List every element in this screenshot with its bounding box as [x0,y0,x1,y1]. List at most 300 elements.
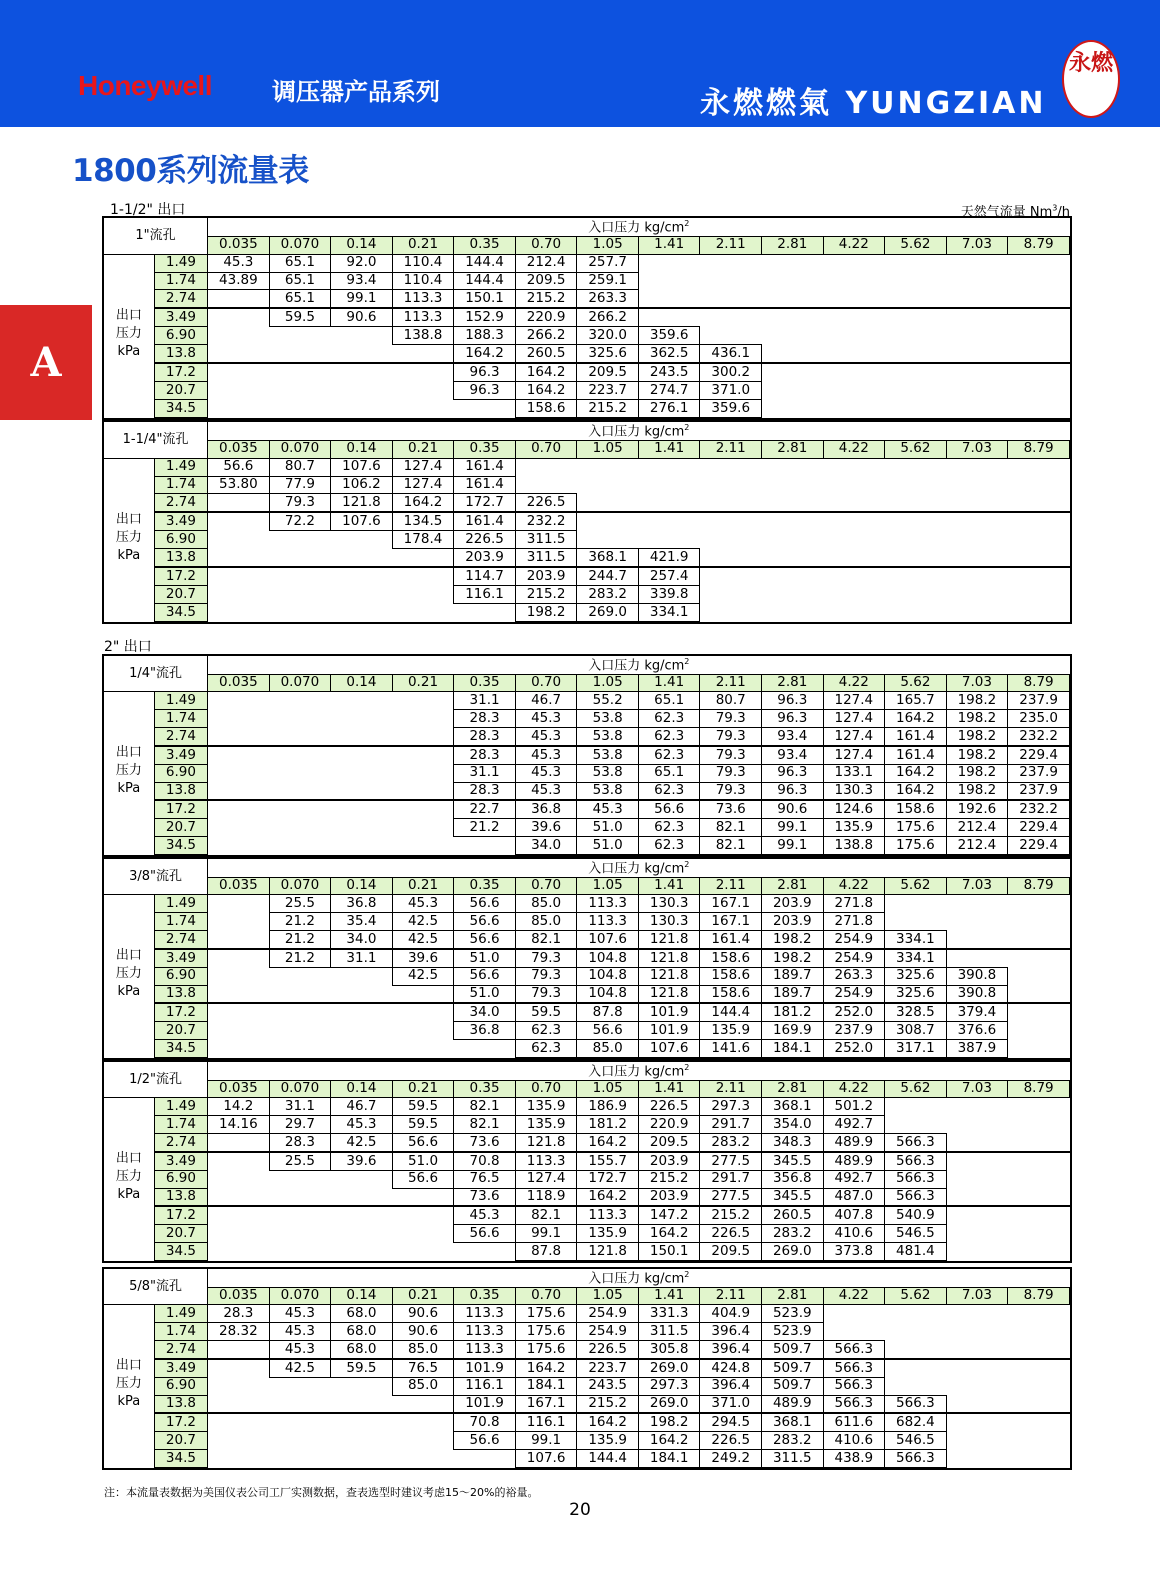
table-row [104,1098,1070,1116]
flow-value-cell: 198.2 [946,710,1008,728]
flow-table [102,216,1072,420]
outlet-pressure-caption-line: 压力 [115,529,142,545]
flow-value-cell: 113.3 [577,895,639,913]
empty-cell [823,400,885,418]
flow-value-cell: 198.2 [946,764,1008,782]
flow-value-cell: 121.8 [638,985,700,1003]
flow-value-cell: 150.1 [638,1243,700,1261]
outlet-pressure-cell: 20.7 [154,586,207,604]
flow-value-cell: 53.8 [577,764,639,782]
flow-value-cell: 59.5 [392,1098,454,1116]
flow-value-cell: 283.2 [762,1225,824,1243]
inlet-pressure-caption-text: 入口压力 kg/cm [588,1271,685,1286]
flow-value-cell: 277.5 [700,1152,762,1170]
flow-value-cell: 46.7 [515,692,577,710]
outlet-pressure-cell: 2.74 [154,290,207,308]
flow-value-cell: 124.6 [823,800,885,818]
flow-value-cell: 487.0 [823,1188,885,1206]
empty-cell [331,710,393,728]
flow-value-cell: 73.6 [454,1188,516,1206]
inlet-pressure-caption-text: 入口压力 kg/cm [588,424,685,440]
inlet-pressure-header: 1.05 [577,1080,639,1098]
empty-cell [1008,1323,1070,1341]
flow-value-cell: 155.7 [577,1152,639,1170]
empty-cell [208,1413,270,1431]
flow-value-cell: 127.4 [823,746,885,764]
flow-value-cell: 99.1 [515,1225,577,1243]
flow-value-cell: 546.5 [885,1225,947,1243]
flow-value-cell: 90.6 [762,800,824,818]
flow-table [102,1267,1072,1470]
empty-cell [946,567,1008,585]
empty-cell [392,837,454,855]
flow-value-cell: 404.9 [700,1305,762,1323]
flow-value-cell: 42.5 [392,913,454,931]
flow-value-cell: 82.1 [515,1206,577,1224]
flow-value-cell: 90.6 [392,1305,454,1323]
inlet-pressure-header: 1.05 [577,877,639,895]
flow-value-cell: 359.6 [700,400,762,418]
empty-cell [208,913,270,931]
table-row [104,458,1070,476]
flow-value-cell: 325.6 [885,967,947,985]
flow-value-cell: 79.3 [269,494,331,512]
table-row [104,746,1070,764]
outlet-pressure-caption-line: 压力 [115,1376,142,1392]
empty-cell [946,272,1008,290]
flow-table [102,654,1072,857]
flow-value-cell: 345.5 [762,1188,824,1206]
flow-value-cell: 31.1 [269,1098,331,1116]
table-row [104,931,1070,949]
empty-cell [885,913,947,931]
flow-value-cell: 107.6 [331,458,393,476]
empty-cell [208,1003,270,1021]
empty-cell [946,1323,1008,1341]
flow-value-cell: 87.8 [515,1243,577,1261]
flow-value-cell: 106.2 [331,476,393,494]
outlet-pressure-cell: 34.5 [154,1243,207,1261]
empty-cell [331,549,393,567]
outlet-pressure-caption [104,1098,154,1261]
empty-cell [1008,1450,1070,1468]
flow-value-cell: 36.8 [331,895,393,913]
empty-cell [392,1003,454,1021]
inlet-pressure-caption [208,218,1070,236]
flow-table-grid [104,218,1070,418]
orifice-size-label: 1"流孔 [104,218,208,254]
flow-value-cell: 29.7 [269,1116,331,1134]
table-row [104,512,1070,530]
flow-value-cell: 376.6 [946,1022,1008,1040]
empty-cell [700,531,762,549]
outlet-pressure-cell: 17.2 [154,800,207,818]
empty-cell [1008,913,1070,931]
empty-cell [885,327,947,345]
empty-cell [762,308,824,326]
flow-value-cell: 21.2 [269,949,331,967]
flow-value-cell: 53.8 [577,728,639,746]
flow-value-cell: 215.2 [700,1206,762,1224]
header-banner [0,0,1160,127]
inlet-pressure-header: 0.035 [208,877,270,895]
flow-value-cell: 141.6 [700,1040,762,1058]
empty-cell [1008,1188,1070,1206]
flow-value-cell: 62.3 [638,819,700,837]
table-row [104,1359,1070,1377]
flow-value-cell: 203.9 [638,1188,700,1206]
empty-cell [269,764,331,782]
flow-value-cell: 158.6 [700,967,762,985]
inlet-pressure-header: 4.22 [823,1080,885,1098]
empty-cell [208,290,270,308]
flow-value-cell: 215.2 [577,1395,639,1413]
flow-value-cell: 116.1 [454,586,516,604]
outlet-pressure-cell: 3.49 [154,746,207,764]
inlet-pressure-header: 0.14 [331,674,393,692]
table-row [104,1305,1070,1323]
outlet-pressure-caption-line: 压力 [115,966,142,982]
flow-value-cell: 110.4 [392,272,454,290]
outlet-pressure-cell: 1.49 [154,895,207,913]
flow-value-cell: 164.2 [577,1188,639,1206]
empty-cell [208,586,270,604]
empty-cell [208,604,270,622]
flow-value-cell: 96.3 [762,692,824,710]
outlet-pressure-cell: 20.7 [154,1022,207,1040]
flow-value-cell: 232.2 [1008,800,1070,818]
flow-value-cell: 682.4 [885,1413,947,1431]
flow-value-cell: 410.6 [823,1432,885,1450]
empty-cell [1008,1377,1070,1395]
flow-value-cell: 235.0 [1008,710,1070,728]
inlet-pressure-header: 2.11 [700,1287,762,1305]
flow-value-cell: 80.7 [269,458,331,476]
table-row [104,837,1070,855]
inlet-pressure-caption-text: 入口压力 kg/cm [588,1064,685,1079]
flow-table [102,420,1072,624]
outlet-pressure-cell: 1.74 [154,710,207,728]
inlet-pressure-header: 0.070 [269,1080,331,1098]
empty-cell [762,272,824,290]
outlet-pressure-cell: 1.49 [154,1305,207,1323]
outlet-pressure-cell: 1.74 [154,1323,207,1341]
empty-cell [1008,476,1070,494]
flow-value-cell: 169.9 [762,1022,824,1040]
flow-value-cell: 232.2 [515,512,577,530]
flow-value-cell: 101.9 [638,1022,700,1040]
empty-cell [885,382,947,400]
empty-cell [1008,494,1070,512]
flow-value-cell: 509.7 [762,1377,824,1395]
empty-cell [577,531,639,549]
empty-cell [700,494,762,512]
inlet-pressure-header: 2.11 [700,236,762,254]
flow-value-cell: 311.5 [515,531,577,549]
empty-cell [208,308,270,326]
flow-value-cell: 116.1 [454,1377,516,1395]
flow-value-cell: 266.2 [515,327,577,345]
inlet-pressure-header: 0.35 [454,1080,516,1098]
table-row [104,1003,1070,1021]
flow-value-cell: 438.9 [823,1450,885,1468]
flow-value-cell: 203.9 [515,567,577,585]
table-row [104,895,1070,913]
flow-value-cell: 223.7 [577,1359,639,1377]
flow-value-cell: 175.6 [885,819,947,837]
flow-value-cell: 85.0 [515,895,577,913]
inlet-pressure-header: 0.035 [208,1287,270,1305]
inlet-pressure-caption-exponent: 2 [684,422,690,432]
flow-value-cell: 305.8 [638,1341,700,1359]
empty-cell [638,531,700,549]
inlet-pressure-header: 7.03 [946,1080,1008,1098]
flow-value-cell: 135.9 [823,819,885,837]
flow-value-cell: 566.3 [885,1152,947,1170]
empty-cell [885,476,947,494]
empty-cell [269,382,331,400]
table-row [104,1432,1070,1450]
flow-value-cell: 31.1 [454,692,516,710]
flow-value-cell: 45.3 [331,1116,393,1134]
flow-value-cell: 65.1 [269,290,331,308]
empty-cell [823,345,885,363]
empty-cell [577,512,639,530]
empty-cell [577,458,639,476]
flow-value-cell: 45.3 [454,1206,516,1224]
inlet-pressure-header: 7.03 [946,877,1008,895]
outlet-pressure-cell: 1.74 [154,476,207,494]
flow-value-cell: 76.5 [392,1359,454,1377]
empty-cell [208,494,270,512]
table-row [104,1170,1070,1188]
empty-cell [577,494,639,512]
empty-cell [269,1022,331,1040]
flow-value-cell: 85.0 [392,1377,454,1395]
empty-cell [1008,1040,1070,1058]
inlet-pressure-header: 1.41 [638,236,700,254]
flow-value-cell: 104.8 [577,985,639,1003]
empty-cell [946,1188,1008,1206]
empty-cell [392,1225,454,1243]
empty-cell [700,272,762,290]
flow-value-cell: 116.1 [515,1413,577,1431]
empty-cell [392,586,454,604]
empty-cell [208,363,270,381]
empty-cell [700,290,762,308]
flow-value-cell: 85.0 [392,1341,454,1359]
flow-value-cell: 356.8 [762,1170,824,1188]
flow-value-cell: 127.4 [823,710,885,728]
empty-cell [331,728,393,746]
empty-cell [392,819,454,837]
empty-cell [1008,1395,1070,1413]
empty-cell [1008,400,1070,418]
flow-value-cell: 82.1 [700,819,762,837]
outlet-pressure-caption-line: kPa [117,1394,141,1410]
flow-value-cell: 237.9 [823,1022,885,1040]
inlet-pressure-header: 2.11 [700,440,762,458]
flow-value-cell: 215.2 [638,1170,700,1188]
empty-cell [392,400,454,418]
table-row [104,363,1070,381]
flow-value-cell: 294.5 [700,1413,762,1431]
flow-value-cell: 34.0 [454,1003,516,1021]
empty-cell [638,512,700,530]
flow-value-cell: 70.8 [454,1152,516,1170]
flow-value-cell: 368.1 [577,549,639,567]
flow-value-cell: 276.1 [638,400,700,418]
flow-value-cell: 566.3 [885,1450,947,1468]
empty-cell [392,1395,454,1413]
empty-cell [946,931,1008,949]
flow-value-cell: 76.5 [454,1170,516,1188]
flow-table [102,1060,1072,1263]
flow-value-cell: 14.2 [208,1098,270,1116]
flow-value-cell: 161.4 [700,931,762,949]
page-title: 1800系列流量表 [72,153,309,189]
outlet-pressure-caption-line: 压力 [115,763,142,779]
outlet-pressure-cell: 3.49 [154,949,207,967]
flow-value-cell: 51.0 [577,837,639,855]
empty-cell [823,604,885,622]
empty-cell [946,327,1008,345]
table-row [104,1450,1070,1468]
inlet-pressure-header: 0.70 [515,236,577,254]
inlet-pressure-header: 4.22 [823,236,885,254]
empty-cell [208,1152,270,1170]
empty-cell [1008,327,1070,345]
flow-value-cell: 249.2 [700,1450,762,1468]
flow-value-cell: 237.9 [1008,764,1070,782]
flow-value-cell: 53.8 [577,782,639,800]
empty-cell [946,549,1008,567]
outlet-pressure-cell: 17.2 [154,1413,207,1431]
flow-value-cell: 22.7 [454,800,516,818]
flow-table-grid [104,422,1070,622]
flow-value-cell: 79.3 [700,746,762,764]
flow-value-cell: 21.2 [269,931,331,949]
flow-value-cell: 164.2 [638,1225,700,1243]
flow-value-cell: 167.1 [700,913,762,931]
flow-value-cell: 188.3 [454,327,516,345]
flow-value-cell: 96.3 [762,764,824,782]
flow-value-cell: 203.9 [762,913,824,931]
empty-cell [331,345,393,363]
empty-cell [331,782,393,800]
flow-value-cell: 62.3 [638,728,700,746]
flow-value-cell: 25.5 [269,895,331,913]
empty-cell [823,567,885,585]
flow-value-cell: 51.0 [577,819,639,837]
flow-value-cell: 53.8 [577,710,639,728]
flow-value-cell: 184.1 [638,1450,700,1468]
flow-value-cell: 175.6 [515,1305,577,1323]
flow-value-cell: 101.9 [454,1395,516,1413]
flow-value-cell: 198.2 [946,728,1008,746]
empty-cell [269,586,331,604]
inlet-pressure-header: 2.81 [762,1080,824,1098]
empty-cell [208,1432,270,1450]
outlet-pressure-cell: 13.8 [154,345,207,363]
table-row [104,1134,1070,1152]
flow-value-cell: 144.4 [454,254,516,272]
empty-cell [885,1377,947,1395]
empty-cell [1008,308,1070,326]
inlet-pressure-header: 8.79 [1008,440,1070,458]
flow-value-cell: 158.6 [515,400,577,418]
empty-cell [331,985,393,1003]
flow-value-cell: 489.9 [823,1152,885,1170]
flow-value-cell: 45.3 [269,1305,331,1323]
flow-value-cell: 56.6 [638,800,700,818]
flow-value-cell: 283.2 [700,1134,762,1152]
flow-value-cell: 96.3 [454,363,516,381]
outlet-pressure-cell: 1.49 [154,458,207,476]
flow-value-cell: 566.3 [823,1377,885,1395]
outlet-pressure-cell: 20.7 [154,819,207,837]
empty-cell [269,604,331,622]
outlet-pressure-cell: 17.2 [154,1003,207,1021]
empty-cell [208,512,270,530]
flow-value-cell: 46.7 [331,1098,393,1116]
empty-cell [946,512,1008,530]
flow-value-cell: 311.5 [762,1450,824,1468]
empty-cell [946,913,1008,931]
empty-cell [638,458,700,476]
inlet-pressure-header: 1.05 [577,674,639,692]
flow-value-cell: 373.8 [823,1243,885,1261]
table-row [104,1022,1070,1040]
table-row [104,567,1070,585]
empty-cell [946,1450,1008,1468]
inlet-pressure-header: 5.62 [885,1287,947,1305]
empty-cell [762,549,824,567]
flow-value-cell: 144.4 [700,1003,762,1021]
outlet-pressure-cell: 6.90 [154,531,207,549]
flow-value-cell: 56.6 [454,967,516,985]
flow-value-cell: 260.5 [515,345,577,363]
flow-value-cell: 325.6 [885,985,947,1003]
flow-value-cell: 226.5 [454,531,516,549]
flow-value-cell: 39.6 [515,819,577,837]
empty-cell [823,531,885,549]
empty-cell [331,1022,393,1040]
empty-cell [208,746,270,764]
flow-value-cell: 56.6 [577,1022,639,1040]
empty-cell [762,345,824,363]
empty-cell [1008,1225,1070,1243]
flow-value-cell: 45.3 [392,895,454,913]
inlet-pressure-header: 7.03 [946,674,1008,692]
flow-value-cell: 226.5 [515,494,577,512]
flow-value-cell: 164.2 [392,494,454,512]
flow-value-cell: 138.8 [392,327,454,345]
outlet-pressure-cell: 6.90 [154,764,207,782]
flow-value-cell: 77.9 [269,476,331,494]
outlet-pressure-cell: 1.49 [154,692,207,710]
inlet-pressure-caption [208,656,1070,674]
empty-cell [515,458,577,476]
flow-value-cell: 45.3 [515,728,577,746]
empty-cell [1008,1432,1070,1450]
flow-value-cell: 192.6 [946,800,1008,818]
flow-table [102,857,1072,1060]
empty-cell [392,604,454,622]
table-row [104,254,1070,272]
empty-cell [762,290,824,308]
table-row [104,764,1070,782]
